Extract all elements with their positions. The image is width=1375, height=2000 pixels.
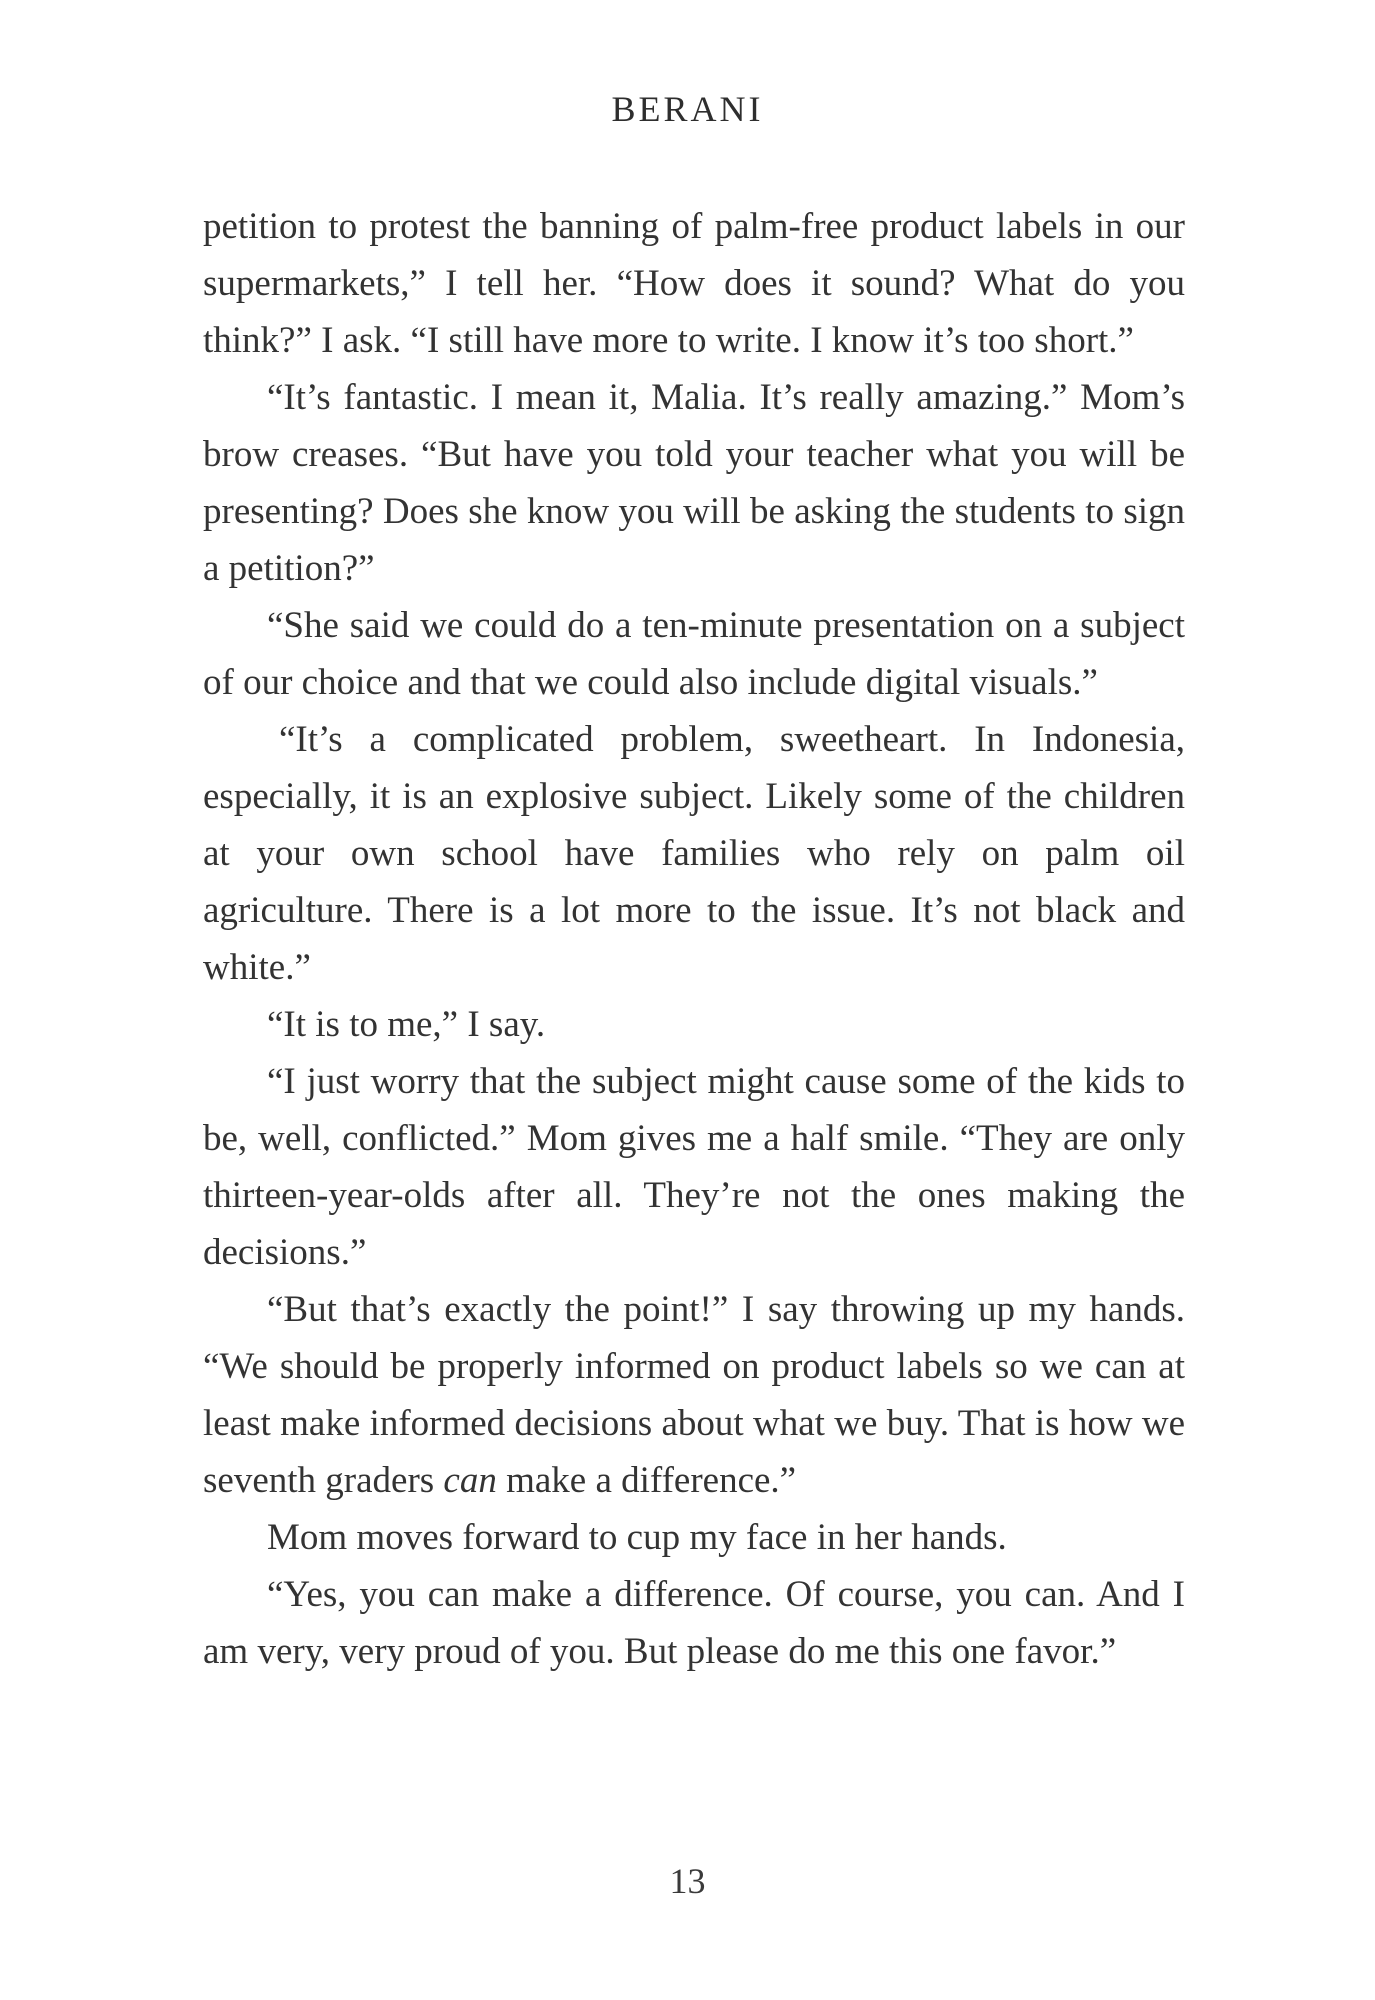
emphasis-text: can (443, 1460, 497, 1501)
paragraph (203, 1281, 1185, 1509)
paragraph: “It’s a complicated problem, sweetheart. In Indonesia, especially, it is an explosive subject. Likely some of the children at your own school have families who rely on palm oil agriculture. There is a lot more to the issue. It’s not black and white.” (203, 719, 1185, 988)
page-number: 13 (669, 1861, 706, 1901)
paragraph-text: “But that’s exactly the point!” I say throwing up my hands. “We should be properly informed on product labels so we can at least make informed decisions about what we buy. That is how we seventh graders (203, 1289, 1185, 1501)
paragraph: “It is to me,” I say. (267, 1004, 546, 1045)
body-text (203, 198, 1185, 1680)
paragraph-text: make a difference.” (496, 1460, 797, 1501)
paragraph: “I just worry that the subject might cause some of the kids to be, well, conflicted.” Mom gives me a half smile. “They are only thirteen-year-olds after all. They’re not the ones making the decisions.” (203, 1061, 1185, 1273)
running-header: BERANI (611, 89, 764, 129)
paragraph: petition to protest the banning of palm-free product labels in our supermarkets,” I tell her. “How does it sound? What do you think?” I ask. “I still have more to write. I know it’s too short.” (203, 206, 1185, 361)
paragraph: “Yes, you can make a difference. Of course, you can. And I am very, very proud of you. But please do me this one favor.” (203, 1574, 1185, 1672)
paragraph: Mom moves forward to cup my face in her hands. (267, 1517, 1007, 1558)
paragraph: “It’s fantastic. I mean it, Malia. It’s really amazing.” Mom’s brow creases. “But have you told your teacher what you will be presenting? Does she know you will be asking the students to sign a petition?” (203, 377, 1185, 589)
paragraph: “She said we could do a ten-minute presentation on a subject of our choice and that we could also include digital visuals.” (203, 605, 1185, 703)
